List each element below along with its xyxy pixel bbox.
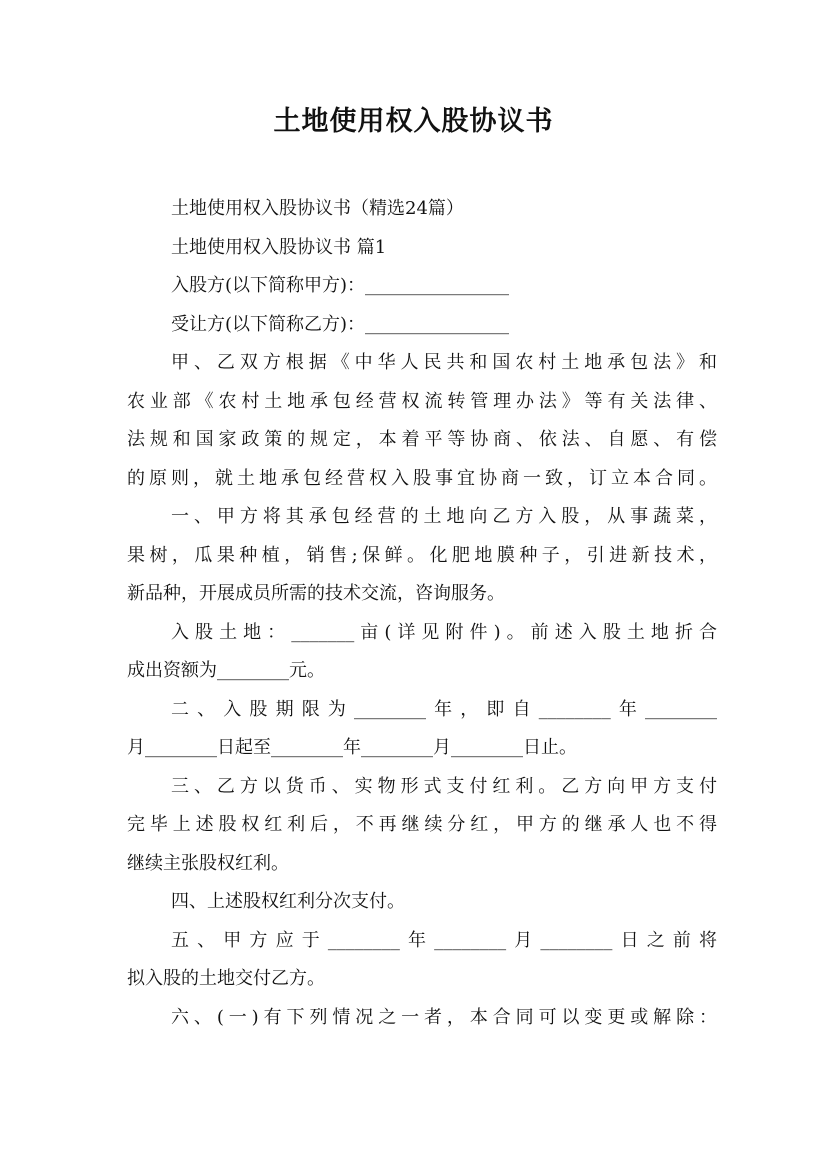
text-line: 一、甲方将其承包经营的土地向乙方入股，从事蔬菜，: [171, 506, 717, 527]
text-line: 甲、乙双方根据《中华人民共和国农村土地承包法》和: [171, 352, 717, 373]
text-line: 法规和国家政策的规定，本着平等协商、依法、自愿、有偿: [127, 429, 717, 450]
text-line: 入股土地：_______亩(详见附件)。前述入股土地折合: [171, 621, 717, 643]
text-line: 五、甲方应于________年________月________日之前将: [171, 929, 717, 951]
text-line: 的原则，就土地承包经营权入股事宜协商一致，订立本合同。: [127, 467, 717, 489]
document-title: 土地使用权入股协议书: [273, 106, 554, 137]
text-line: 二、入股期限为________年，即自________年________: [171, 698, 717, 720]
text-line: 拟入股的土地交付乙方。: [127, 968, 325, 989]
text-line: 受让方(以下简称乙方)：________________: [171, 313, 510, 335]
text-line: 土地使用权入股协议书（精选24篇）: [171, 198, 464, 219]
text-line: 新品种，开展成员所需的技术交流，咨询服务。: [127, 583, 505, 604]
text-line: 继续主张股权红利。: [127, 852, 289, 874]
text-line: 农业部《农村土地承包经营权流转管理办法》等有关法律、: [127, 390, 717, 412]
text-line: 果树，瓜果种植，销售;保鲜。化肥地膜种子，引进新技术，: [127, 544, 717, 566]
text-line: 完毕上述股权红利后，不再继续分红，甲方的继承人也不得: [127, 814, 717, 835]
text-line: 月________日起至________年________月________日止。: [127, 737, 577, 758]
text-line: 入股方(以下简称甲方)：________________: [171, 275, 510, 296]
document-body: [127, 190, 717, 1037]
text-line: 四、上述股权红利分次支付。: [171, 891, 405, 912]
text-line: 土地使用权入股协议书 篇1: [171, 236, 387, 258]
text-line: 三、乙方以货币、实物形式支付红利。乙方向甲方支付: [171, 775, 717, 797]
text-line: 六、(一)有下列情况之一者，本合同可以变更或解除：: [171, 1006, 717, 1028]
text-line: 成出资额为________元。: [127, 660, 325, 681]
